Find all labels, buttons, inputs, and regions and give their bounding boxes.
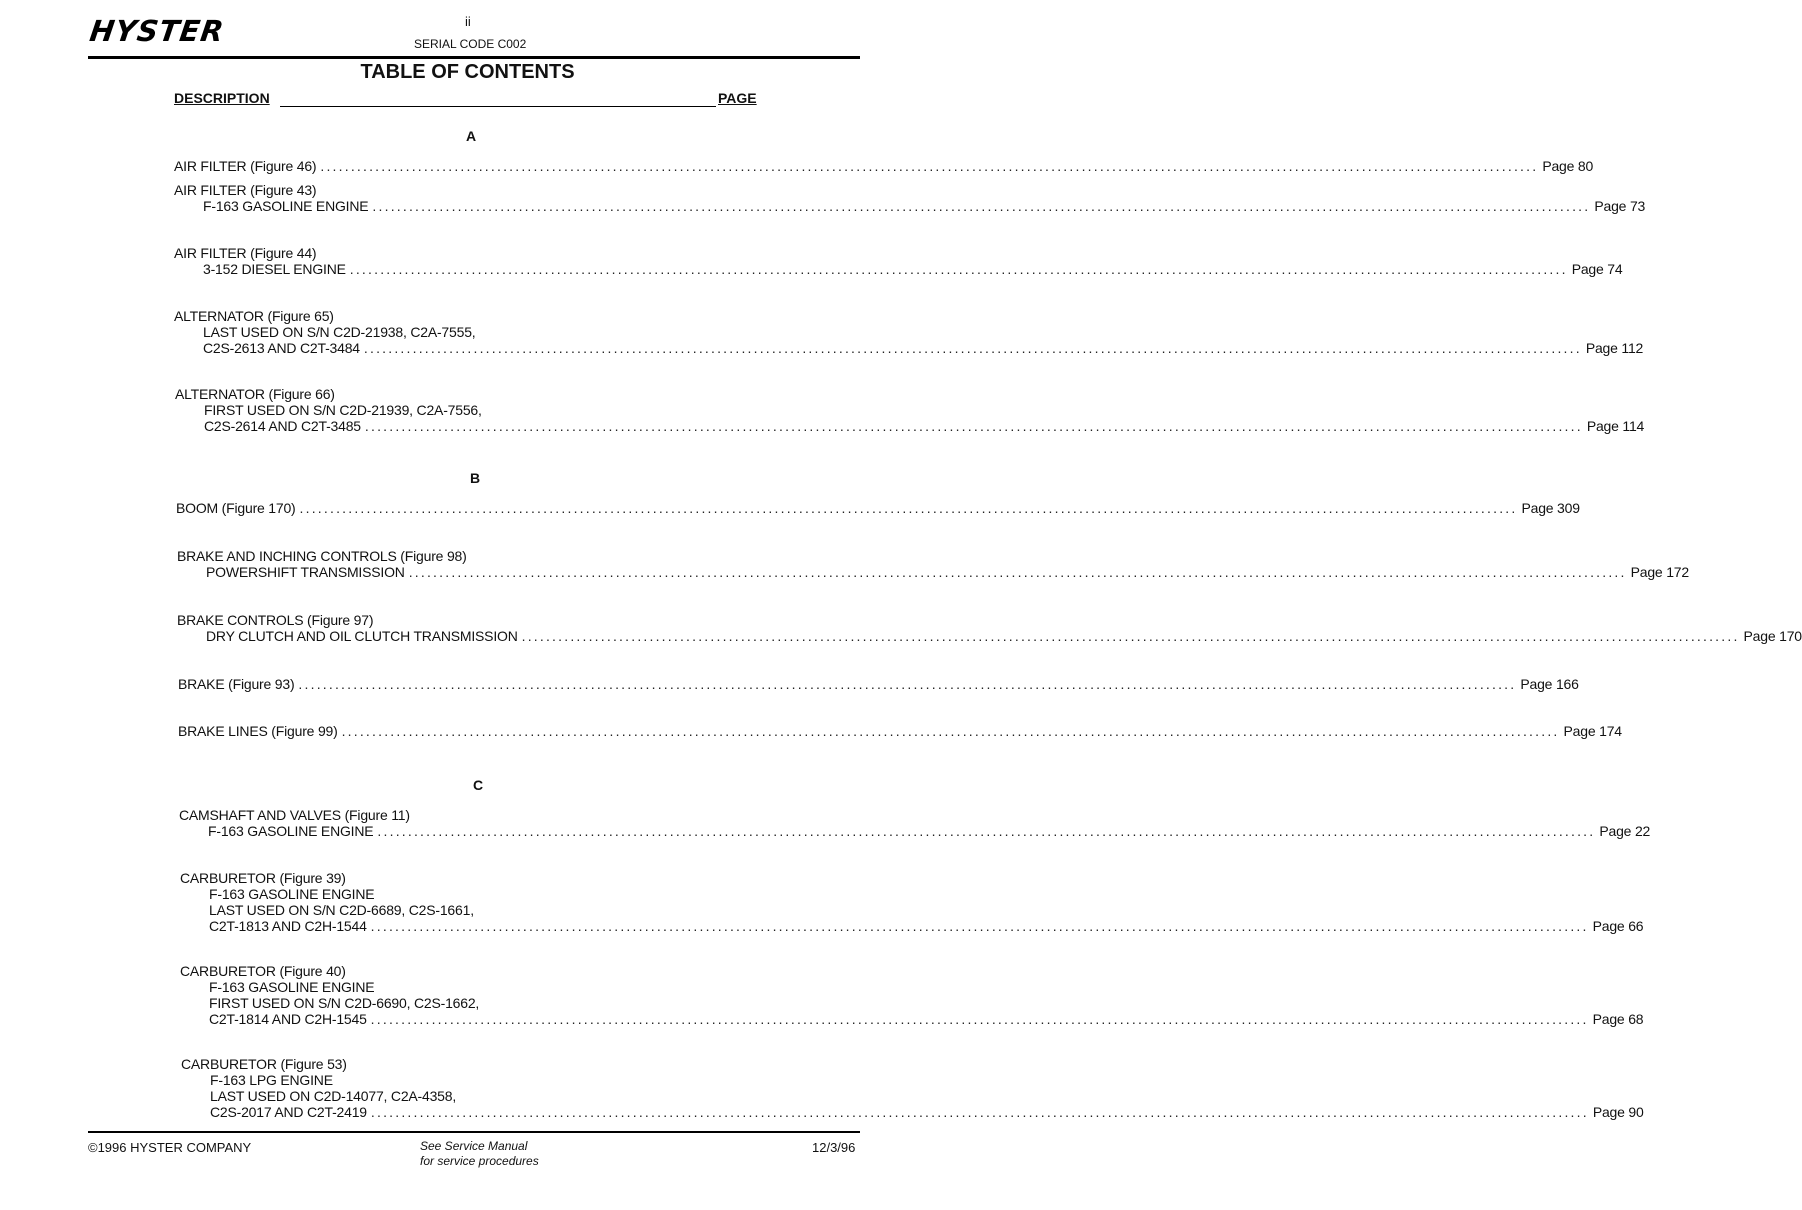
toc-entry-page: Page 80: [1542, 158, 1594, 174]
toc-entry: [178, 676, 1579, 692]
footer-rule: [88, 1131, 860, 1133]
toc-entry-text: LAST USED ON S/N C2D-6689, C2S-1661,: [209, 902, 474, 918]
toc-entry-page: Page 172: [1630, 564, 1689, 580]
page-column-header: PAGE: [718, 90, 757, 106]
dot-leader: ........................................................................................................................................................................................................: [341, 723, 1560, 739]
toc-entry-page: Page 114: [1586, 418, 1645, 434]
toc-entry-text: F-163 LPG ENGINE: [210, 1072, 333, 1088]
toc-entry-leader-row: [174, 198, 1646, 214]
dot-leader: ........................................................................................................................................................................................................: [372, 198, 1591, 214]
toc-entry: [181, 1056, 1644, 1120]
toc-entry-text: AIR FILTER (Figure 46): [174, 158, 317, 174]
toc-entry-leader-row: [180, 1011, 1644, 1027]
toc-entry-text: LAST USED ON S/N C2D-21938, C2A-7555,: [203, 324, 476, 340]
toc-entry-page: Page 309: [1521, 500, 1580, 516]
toc-entry-text: C2T-1813 AND C2H-1544: [209, 918, 367, 934]
toc-entry-page: Page 112: [1585, 340, 1644, 356]
toc-entry-leader-row: [178, 676, 1579, 692]
toc-entry-text: FIRST USED ON S/N C2D-21939, C2A-7556,: [204, 402, 482, 418]
toc-entry-text: C2S-2613 AND C2T-3484: [203, 340, 360, 356]
dot-leader: ........................................................................................................................................................................................................: [299, 500, 1518, 516]
toc-entry: [174, 245, 1623, 277]
section-letter-b: B: [470, 470, 481, 486]
dot-leader: ........................................................................................................................................................................................................: [370, 918, 1589, 934]
toc-entry-leader-row: [181, 1104, 1644, 1120]
page-title: TABLE OF CONTENTS: [360, 61, 575, 83]
footer-note: [420, 1139, 539, 1169]
toc-entry-text: F-163 GASOLINE ENGINE: [209, 886, 375, 902]
toc-entry-leader-row: [174, 340, 1644, 356]
toc-entry-text: BRAKE (Figure 93): [178, 676, 295, 692]
toc-entry-page: Page 68: [1592, 1011, 1644, 1027]
toc-entry-text: POWERSHIFT TRANSMISSION: [206, 564, 405, 580]
toc-entry-text: BOOM (Figure 170): [176, 500, 296, 516]
toc-entry-page: Page 174: [1563, 723, 1622, 739]
toc-entry-leader-row: [174, 158, 1594, 174]
section-letter-a: A: [466, 128, 477, 144]
toc-entry: [177, 548, 1689, 580]
dot-leader: ........................................................................................................................................................................................................: [349, 261, 1568, 277]
toc-entry: [180, 870, 1644, 934]
serial-code: SERIAL CODE C002: [414, 37, 527, 51]
toc-entry: [180, 963, 1644, 1027]
toc-entry-leader-row: [175, 418, 1645, 434]
footer-date: 12/3/96: [812, 1140, 856, 1155]
toc-entry-text: BRAKE CONTROLS (Figure 97): [177, 612, 374, 628]
dot-leader: ........................................................................................................................................................................................................: [363, 340, 1582, 356]
dot-leader: ........................................................................................................................................................................................................: [377, 823, 1596, 839]
hyster-logo: HYSTER: [87, 14, 227, 48]
toc-entry-text: F-163 GASOLINE ENGINE: [208, 823, 374, 839]
toc-entry-text: CARBURETOR (Figure 39): [180, 870, 346, 886]
toc-entry: [175, 386, 1645, 434]
toc-entry-text: C2S-2614 AND C2T-3485: [204, 418, 361, 434]
toc-entry-text: CARBURETOR (Figure 40): [180, 963, 346, 979]
toc-entry-text: C2T-1814 AND C2H-1545: [209, 1011, 367, 1027]
dot-leader: ........................................................................................................................................................................................................: [370, 1011, 1589, 1027]
toc-entry-text: CAMSHAFT AND VALVES (Figure 11): [179, 807, 410, 823]
toc-entry: [179, 807, 1651, 839]
toc-entry-text: AIR FILTER (Figure 43): [174, 182, 317, 198]
toc-entry-text: DRY CLUTCH AND OIL CLUTCH TRANSMISSION: [206, 628, 518, 644]
toc-entry-page: Page 66: [1592, 918, 1644, 934]
toc-entry-leader-row: [180, 918, 1644, 934]
toc-entry-text: BRAKE LINES (Figure 99): [178, 723, 338, 739]
page-number: ii: [465, 14, 471, 29]
toc-entry-leader-row: [174, 261, 1623, 277]
section-letter-c: C: [473, 777, 484, 793]
footer-copyright: ©1996 HYSTER COMPANY: [88, 1140, 252, 1155]
description-column-header: DESCRIPTION: [174, 90, 270, 106]
toc-entry-page: Page 166: [1520, 676, 1579, 692]
toc-entry-page: Page 73: [1594, 198, 1646, 214]
toc-entry-text: 3-152 DIESEL ENGINE: [203, 261, 346, 277]
toc-entry-text: F-163 GASOLINE ENGINE: [203, 198, 369, 214]
toc-entry-leader-row: [177, 564, 1689, 580]
toc-entry: [174, 182, 1646, 214]
toc-entry-text: ALTERNATOR (Figure 66): [175, 386, 335, 402]
toc-entry-text: C2S-2017 AND C2T-2419: [210, 1104, 367, 1120]
toc-entry-text: BRAKE AND INCHING CONTROLS (Figure 98): [177, 548, 467, 564]
toc-entry: [178, 723, 1622, 739]
dot-leader: ........................................................................................................................................................................................................: [370, 1104, 1589, 1120]
toc-entry-page: Page 22: [1599, 823, 1651, 839]
toc-entry-text: AIR FILTER (Figure 44): [174, 245, 317, 261]
toc-entry-leader-row: [177, 628, 1802, 644]
toc-entry: [176, 500, 1580, 516]
column-header-rule: [280, 106, 716, 107]
toc-entry-leader-row: [176, 500, 1580, 516]
toc-entry-text: FIRST USED ON S/N C2D-6690, C2S-1662,: [209, 995, 480, 1011]
header-rule: [88, 56, 860, 59]
footer-note-line2: for service procedures: [420, 1154, 539, 1168]
dot-leader: ........................................................................................................................................................................................................: [408, 564, 1627, 580]
dot-leader: ........................................................................................................................................................................................................: [320, 158, 1539, 174]
toc-entry: [174, 158, 1594, 174]
toc-entry-text: F-163 GASOLINE ENGINE: [209, 979, 375, 995]
dot-leader: ........................................................................................................................................................................................................: [521, 628, 1740, 644]
dot-leader: ........................................................................................................................................................................................................: [364, 418, 1583, 434]
toc-entry-page: Page 74: [1571, 261, 1623, 277]
toc-entry-page: Page 170: [1743, 628, 1802, 644]
toc-entry-leader-row: [178, 723, 1622, 739]
footer-note-line1: See Service Manual: [420, 1139, 528, 1153]
dot-leader: ........................................................................................................................................................................................................: [298, 676, 1517, 692]
toc-entry: [177, 612, 1802, 644]
toc-entry-page: Page 90: [1592, 1104, 1644, 1120]
toc-entry-text: ALTERNATOR (Figure 65): [174, 308, 334, 324]
toc-entry-text: CARBURETOR (Figure 53): [181, 1056, 347, 1072]
toc-entry-leader-row: [179, 823, 1651, 839]
toc-entry-text: LAST USED ON C2D-14077, C2A-4358,: [210, 1088, 457, 1104]
toc-entry: [174, 308, 1644, 356]
